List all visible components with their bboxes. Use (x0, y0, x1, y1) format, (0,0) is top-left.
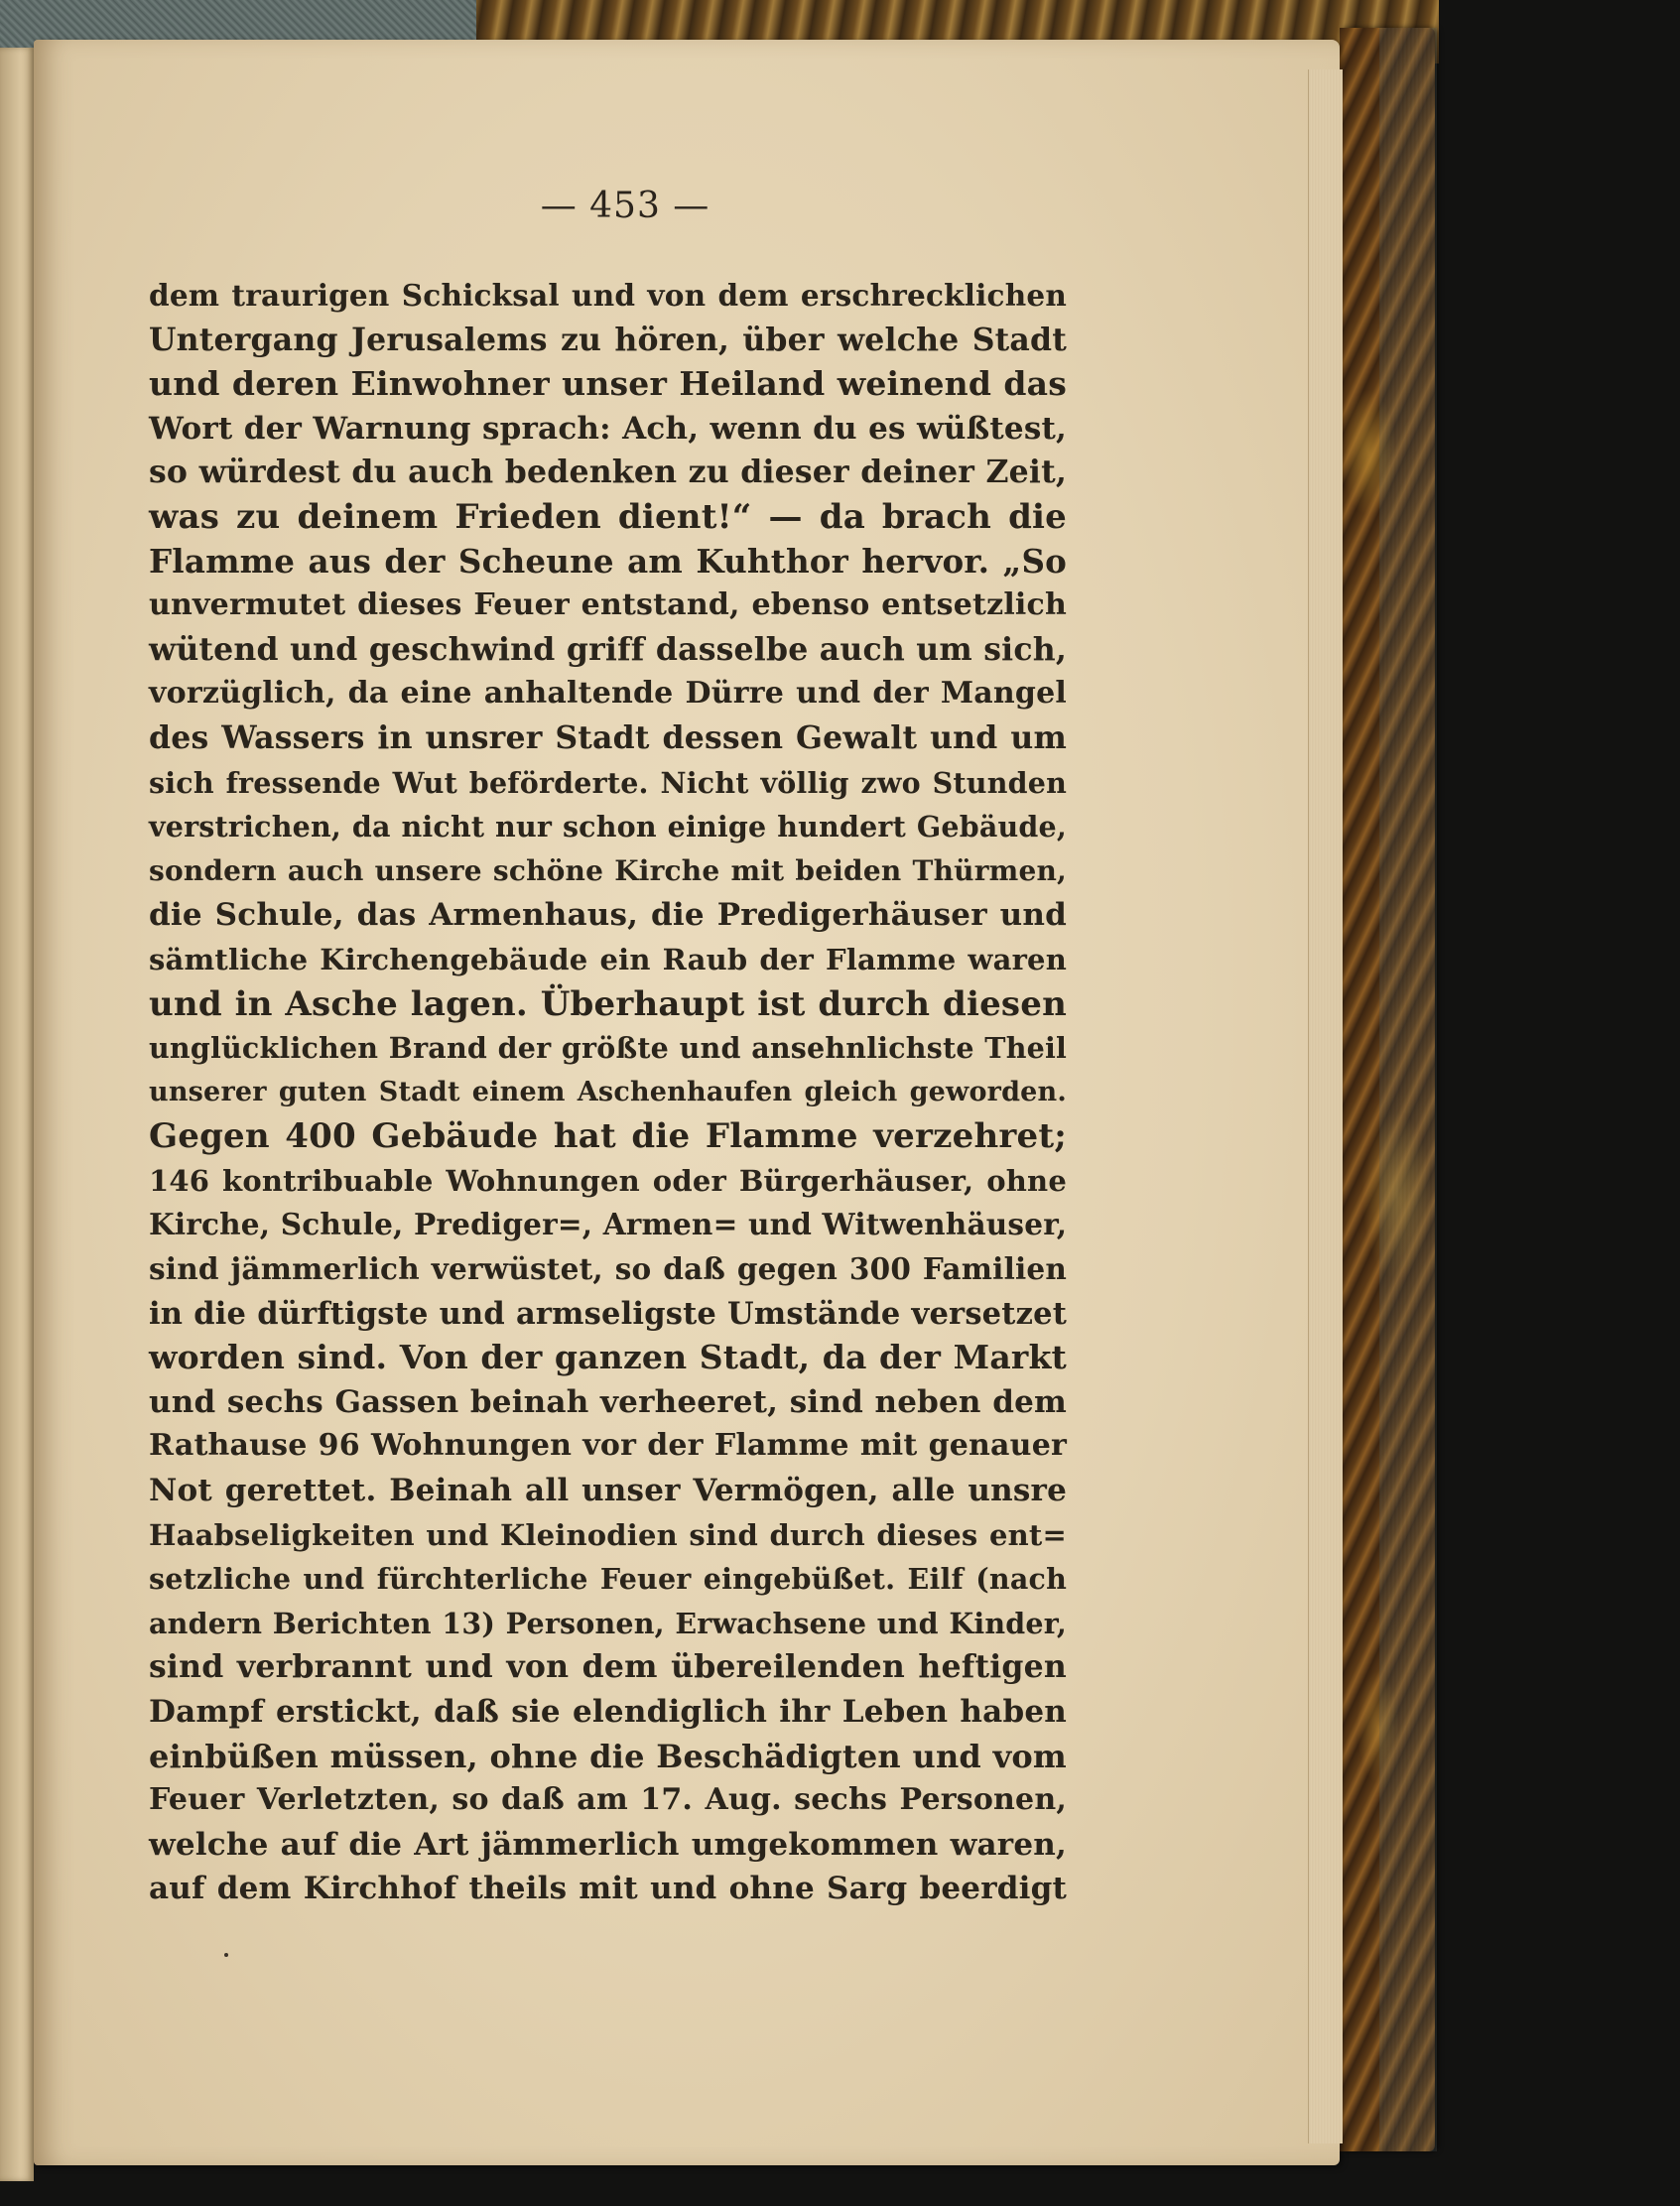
text-line: welche auf die Art jämmerlich umgekommen waren, (149, 1826, 1067, 1863)
text-line: worden sind. Von der ganzen Stadt, da der Markt (149, 1338, 1067, 1377)
text-line: Flamme aus der Scheune am Kuhthor hervor. „So (149, 541, 1067, 581)
text-line: was zu deinem Frieden dient!“ — da brach die (149, 496, 1067, 537)
text-line: die Schule, das Armenhaus, die Predigerhäuser und (149, 897, 1067, 934)
text-line: dem traurigen Schicksal und von dem erschrecklichen (149, 278, 1067, 313)
text-line: Feuer Verletzten, so daß am 17. Aug. sechs Personen, (149, 1782, 1067, 1818)
text-line: Untergang Jerusalems zu hören, über welche Stadt (149, 321, 1067, 358)
cover-spine-cloth (1379, 28, 1437, 2151)
page-stack-edges (1308, 69, 1343, 2143)
text-line: sind jämmerlich verwüstet, so daß gegen 300 Familien (149, 1251, 1067, 1287)
text-line: wütend und geschwind griff dasselbe auch um sich, (149, 630, 1067, 668)
text-line: und deren Einwohner unser Heiland weinend das (149, 364, 1067, 404)
text-line: sondern auch unsere schöne Kirche mit beiden Thürmen, (149, 853, 1067, 887)
text-line: Haabseligkeiten und Kleinodien sind durch dieses ent= (149, 1517, 1067, 1552)
text-line: und in Asche lagen. Überhaupt ist durch diesen (149, 983, 1067, 1024)
body-text (149, 274, 1067, 1911)
text-line: Gegen 400 Gebäude hat die Flamme verzehret; (149, 1116, 1067, 1157)
text-line: sich fressende Wut beförderte. Nicht völlig zwo Stunden (149, 765, 1067, 800)
text-line: sämtliche Kirchengebäude ein Raub der Flamme waren (149, 942, 1067, 976)
text-line: in die dürftigste und armseligste Umstände versetzet (149, 1295, 1067, 1332)
ink-speck (224, 1953, 228, 1957)
text-line: des Wassers in unsrer Stadt dessen Gewalt und um (149, 718, 1067, 756)
text-line: andern Berichten 13) Personen, Erwachsene und Kinder, (149, 1606, 1067, 1640)
text-line: 146 kontribuable Wohnungen oder Bürgerhäuser, ohne (149, 1163, 1067, 1198)
text-line: auf dem Kirchhof theils mit und ohne Sarg beerdigt (149, 1871, 1067, 1907)
text-line: Rathause 96 Wohnungen vor der Flamme mit genauer (149, 1428, 1067, 1464)
text-line: unvermutet dieses Feuer entstand, ebenso entsetzlich (149, 587, 1067, 623)
text-line: einbüßen müssen, ohne die Beschädigten und vom (149, 1737, 1067, 1775)
text-line: Kirche, Schule, Prediger=, Armen= und Witwenhäuser, (149, 1207, 1068, 1242)
text-line: so würdest du auch bedenken zu dieser deiner Zeit, (149, 454, 1067, 491)
text-line: Wort der Warnung sprach: Ach, wenn du es wüßtest, (149, 410, 1067, 447)
text-line: unglücklichen Brand der größte und ansehnlichste Theil (149, 1031, 1067, 1066)
text-line: unserer guten Stadt einem Aschenhaufen gleich geworden. (149, 1076, 1067, 1107)
text-line: setzliche und fürchterliche Feuer eingebüßet. Eilf (nach (149, 1562, 1067, 1597)
text-line: sind verbrannt und von dem übereilenden heftigen (149, 1648, 1067, 1686)
text-line: vorzüglich, da eine anhaltende Dürre und der Mangel (149, 676, 1067, 712)
page-number: — 453 — (540, 186, 711, 226)
text-line: Not gerettet. Beinah all unser Vermögen, alle unsre (149, 1473, 1067, 1509)
facing-page-edge (0, 48, 34, 2181)
text-line: verstrichen, da nicht nur schon einige hundert Gebäude, (149, 810, 1067, 844)
text-line: und sechs Gassen beinah verheeret, sind neben dem (149, 1383, 1067, 1420)
text-line: Dampf erstickt, daß sie elendiglich ihr Leben haben (149, 1694, 1067, 1730)
